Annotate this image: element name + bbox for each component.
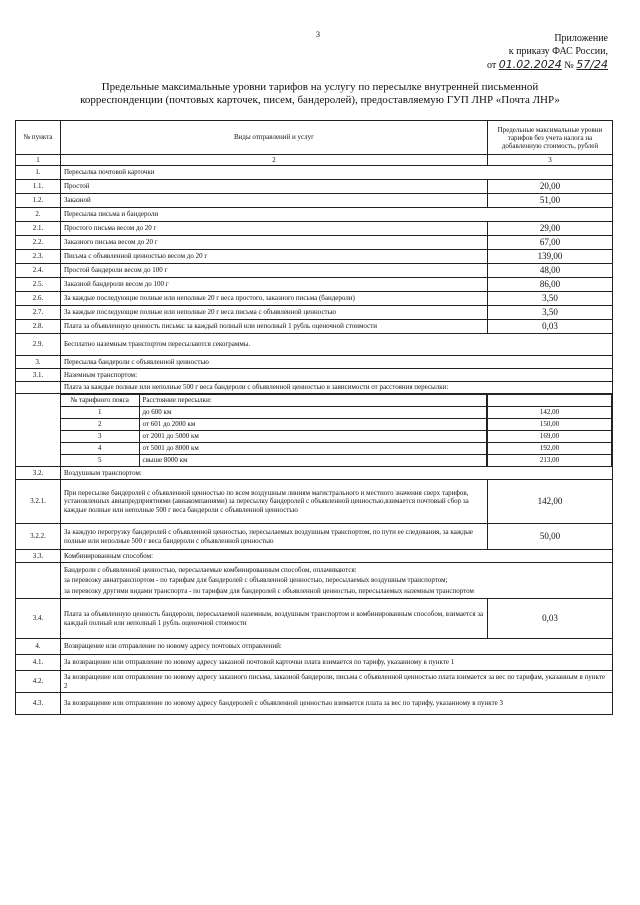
row-text: Заказной бандероли весом до 100 г (61, 278, 488, 292)
row-number: 4.1. (16, 655, 61, 671)
row-number: 1.2. (16, 194, 61, 208)
table-row (16, 208, 613, 222)
row-number: 3.3. (16, 550, 61, 563)
table-row (16, 320, 613, 334)
row-number: 3. (16, 356, 61, 369)
section-title: Пересылка почтовой карточки (61, 166, 613, 180)
row-number: 2.6. (16, 292, 61, 306)
row-number: 2.4. (16, 264, 61, 278)
table-row (16, 250, 613, 264)
zone-price: 213,00 (488, 455, 612, 467)
row-price: 86,00 (488, 278, 613, 292)
row-number-empty (16, 563, 61, 599)
order-date-line (458, 58, 608, 72)
row-text: Бесплатно наземным транспортом пересылаются секограммы. (61, 334, 613, 356)
row-number: 3.1. (16, 369, 61, 382)
row-number-empty (16, 394, 61, 467)
table-row (16, 334, 613, 356)
row-text: Плата за объявленную ценность бандероли, пересылаемой наземным, воздушным транспортом и комбинированным способом, взимается за каждый полный или неполный 1 рубль оценочной стоимости (61, 599, 488, 639)
row-number: 2.8. (16, 320, 61, 334)
row-number: 4.3. (16, 693, 61, 715)
document-title: Предельные максимальные уровни тарифов на услугу по пересылке внутренней письменной корреспонденции (почтовых карточек, писем, бандеролей), предоставляемую ГУП ЛНР «Почта ЛНР» (80, 81, 560, 106)
row-price: 20,00 (488, 180, 613, 194)
table-row (16, 599, 613, 639)
table-row (16, 180, 613, 194)
section-title: Пересылка письма и бандероли (61, 208, 613, 222)
row-price: 67,00 (488, 236, 613, 250)
row-text: За каждую перегрузку бандеролей с объявленной ценностью, пересылаемых воздушным транспортом, по пути ее следования, за каждые полные или неполные 500 г веса бандероли с объявленной ценностью (61, 524, 488, 550)
zone-number: 3 (61, 431, 139, 443)
zones-header-distance: Расстояние пересылки: (139, 395, 487, 407)
order-no-label: № (564, 60, 574, 71)
row-number: 3.2. (16, 467, 61, 480)
table-index-row (16, 155, 613, 166)
zone-row (61, 431, 487, 443)
zones-header-row (61, 395, 487, 407)
table-row (16, 264, 613, 278)
table-row (16, 563, 613, 599)
row-text: Заказной (61, 194, 488, 208)
zone-price: 142,00 (488, 407, 612, 419)
row-number: 1. (16, 166, 61, 180)
row-price: 51,00 (488, 194, 613, 208)
zone-distance: от 5001 до 8000 км (139, 443, 487, 455)
row-text: Плата за каждые полные или неполные 500 г веса бандероли с объявленной ценностью в зависимости от расстояния пересылки: (61, 382, 613, 394)
combined-note-line: за перевозку другими видами транспорта - по тарифам для бандеролей с объявленной ценностью, пересылаемых наземным транспортом (64, 586, 474, 595)
zone-distance: до 600 км (139, 407, 487, 419)
row-text: Простого письма весом до 20 г (61, 222, 488, 236)
header-col-services: Виды отправлений и услуг (61, 121, 488, 155)
zones-price-cell (488, 394, 613, 467)
row-text: За возвращение или отправление по новому адресу заказного письма, заказной бандероли, письма с объявленной ценностью плата взимается за вес по тарифам, указанным в пункте 2 (61, 671, 613, 693)
combined-note-line: за перевозку авиатранспортом - по тарифам для бандеролей с объявленной ценностью, пересылаемых воздушным транспортом; (64, 576, 448, 585)
zone-row (61, 443, 487, 455)
index-3: 3 (488, 155, 613, 166)
order-date: 01.02.2024 (498, 58, 562, 71)
zones-table (61, 394, 487, 466)
zones-block (16, 394, 613, 467)
table-row (16, 655, 613, 671)
appendix-block (458, 32, 608, 72)
zones-header-zone: № тарифного пояса (61, 395, 139, 407)
row-text: За каждые последующие полные или неполные 20 г веса простого, заказного письма (бандероли) (61, 292, 488, 306)
row-price: 139,00 (488, 250, 613, 264)
zone-number: 4 (61, 443, 139, 455)
section-title: Возвращение или отправление по новому адресу почтовых отправлений: (61, 639, 613, 655)
zone-row (61, 419, 487, 431)
row-price: 48,00 (488, 264, 613, 278)
row-number: 2.5. (16, 278, 61, 292)
row-price: 50,00 (488, 524, 613, 550)
table-row (16, 236, 613, 250)
section-title: Пересылка бандероли с объявленной ценностью (61, 356, 613, 369)
page-number: 3 (316, 30, 320, 39)
combined-notes (61, 563, 613, 599)
zone-price: 192,00 (488, 443, 612, 455)
table-row (16, 356, 613, 369)
zone-distance: от 2001 до 5000 км (139, 431, 487, 443)
row-price: 29,00 (488, 222, 613, 236)
row-text: Наземным транспортом: (61, 369, 613, 382)
appendix-title: Приложение (554, 33, 608, 44)
table-row (16, 671, 613, 693)
order-prefix: от (487, 60, 497, 71)
row-text: Простой (61, 180, 488, 194)
table-row (16, 166, 613, 180)
index-1: 1 (16, 155, 61, 166)
table-row (16, 524, 613, 550)
table-row (16, 550, 613, 563)
zone-number: 2 (61, 419, 139, 431)
row-text: Плата за объявленную ценность письма: за каждый полный или неполный 1 рубль оценочной стоимости (61, 320, 488, 334)
row-text: Письма с объявленной ценностью весом до 20 г (61, 250, 488, 264)
zones-cell (61, 394, 488, 467)
table-row (16, 639, 613, 655)
row-text: За каждые последующие полные или неполные 20 г веса письма с объявленной ценностью (61, 306, 488, 320)
row-number: 3.4. (16, 599, 61, 639)
row-price: 142,00 (488, 480, 613, 524)
row-text: Комбинированным способом: (61, 550, 613, 563)
zone-number: 5 (61, 455, 139, 467)
zone-number: 1 (61, 407, 139, 419)
row-number: 4. (16, 639, 61, 655)
zone-row (61, 407, 487, 419)
row-number: 1.1. (16, 180, 61, 194)
table-row (16, 382, 613, 394)
row-text: Воздушным транспортом: (61, 467, 613, 480)
zones-price-header (488, 395, 612, 407)
table-row (16, 194, 613, 208)
order-line: к приказу ФАС России, (508, 46, 608, 57)
row-number: 2.2. (16, 236, 61, 250)
zones-price-table (488, 394, 612, 466)
table-header-row (16, 121, 613, 155)
row-text: Заказного письма весом до 20 г (61, 236, 488, 250)
table-row (16, 292, 613, 306)
zone-price: 150,00 (488, 419, 612, 431)
table-row (16, 278, 613, 292)
table-row (16, 306, 613, 320)
row-price: 0,03 (488, 320, 613, 334)
row-number: 4.2. (16, 671, 61, 693)
zone-row (61, 455, 487, 467)
table-row (16, 693, 613, 715)
row-number: 2.3. (16, 250, 61, 264)
header-col-tariff: Предельные максимальные уровни тарифов без учета налога на добавленную стоимость, рублей (488, 121, 613, 155)
table-row (16, 467, 613, 480)
zone-distance: свыше 8000 км (139, 455, 487, 467)
row-number: 3.2.1. (16, 480, 61, 524)
row-number: 3.2.2. (16, 524, 61, 550)
table-row (16, 369, 613, 382)
combined-note-line: Бандероли с объявленной ценностью, пересылаемые комбинированным способом, оплачиваются: (64, 566, 357, 575)
row-number: 2.9. (16, 334, 61, 356)
tariff-table (15, 120, 613, 715)
row-text: За возвращение или отправление по новому адресу заказной почтовой карточки плата взимается по тарифу, указанному в пункте 1 (61, 655, 613, 671)
row-price: 0,03 (488, 599, 613, 639)
row-number: 2.7. (16, 306, 61, 320)
row-number: 2. (16, 208, 61, 222)
table-row (16, 480, 613, 524)
zone-price: 169,00 (488, 431, 612, 443)
zone-distance: от 601 до 2000 км (139, 419, 487, 431)
row-price: 3,50 (488, 306, 613, 320)
row-text: За возвращение или отправление по новому адресу бандеролей с объявленной ценностью взимается плата за вес по тарифу, указанному в пункте 3 (61, 693, 613, 715)
row-number-empty (16, 382, 61, 394)
row-text: При пересылке бандеролей с объявленной ценностью по всем воздушным линиям магистрального и местного значения сверх тарифов, установленных авиапредприятиями (авиакомпаниями) за пересылку бандеролей с объявленной ценностью,взимается почтовый сбор за каждые полные или неполные 500 г веса бандероли с объявленной ценностью (61, 480, 488, 524)
row-text: Простой бандероли весом до 100 г (61, 264, 488, 278)
header-col-number: № пункта (16, 121, 61, 155)
row-number: 2.1. (16, 222, 61, 236)
order-number: 57/24 (576, 58, 608, 71)
row-price: 3,50 (488, 292, 613, 306)
index-2: 2 (61, 155, 488, 166)
table-row (16, 222, 613, 236)
